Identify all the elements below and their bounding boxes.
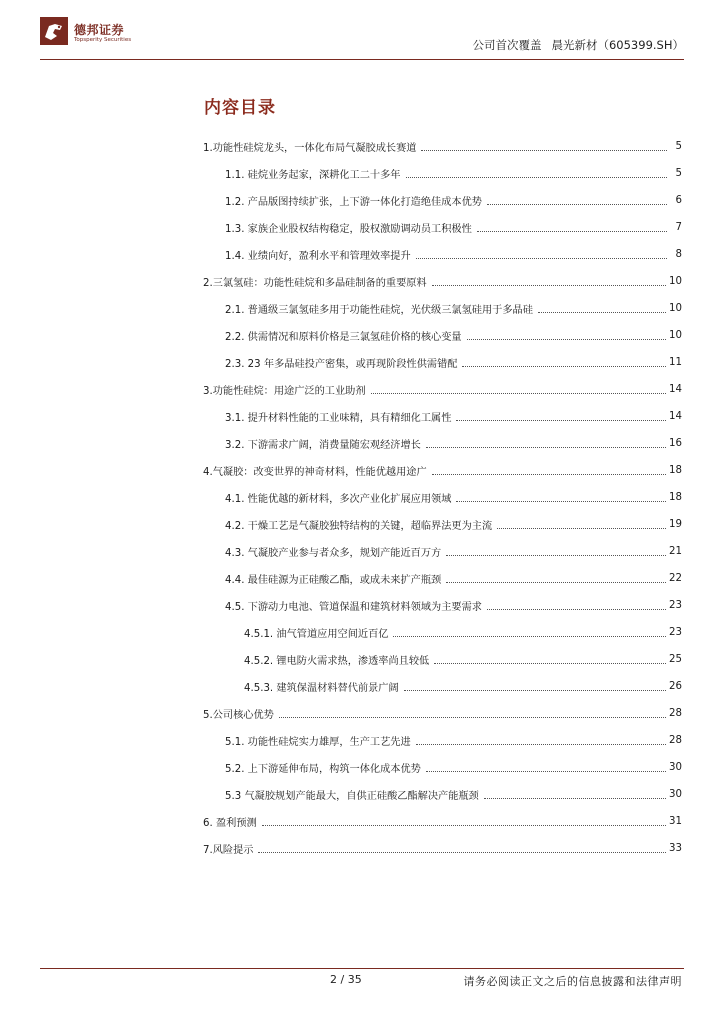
toc-entry-page: 25 — [669, 654, 682, 665]
toc-entry[interactable] — [203, 511, 682, 538]
toc-entry[interactable] — [203, 754, 682, 781]
dot-leader — [426, 770, 666, 772]
toc-entry[interactable] — [203, 295, 682, 322]
toc-entry[interactable] — [203, 133, 682, 160]
company-logo — [40, 17, 150, 47]
logo-name-en: Topsperity Securities — [74, 37, 132, 43]
table-of-contents — [203, 133, 682, 862]
dot-leader — [487, 608, 666, 610]
toc-entry-label: 1.1. 硅烷业务起家，深耕化工二十多年 — [225, 170, 401, 181]
dot-leader — [416, 257, 667, 259]
toc-entry[interactable] — [203, 727, 682, 754]
dot-leader — [406, 176, 668, 178]
toc-entry-page: 28 — [669, 708, 682, 719]
toc-entry-label: 1.功能性硅烷龙头，一体化布局气凝胶成长赛道 — [203, 143, 417, 154]
dot-leader — [446, 554, 666, 556]
toc-entry-label: 6. 盈利预测 — [203, 818, 257, 829]
report-type: 公司首次覆盖 — [472, 38, 542, 52]
toc-entry-page: 10 — [669, 330, 682, 341]
toc-entry[interactable] — [203, 214, 682, 241]
toc-entry-page: 18 — [669, 492, 682, 503]
toc-entry-page: 22 — [669, 573, 682, 584]
toc-entry-label: 3.2. 下游需求广阔，消费量随宏观经济增长 — [225, 440, 421, 451]
toc-entry-label: 1.4. 业绩向好，盈利水平和管理效率提升 — [225, 251, 411, 262]
dot-leader — [462, 365, 666, 367]
toc-entry-label: 5.1. 功能性硅烷实力雄厚，生产工艺先进 — [225, 737, 411, 748]
dot-leader — [258, 851, 666, 853]
toc-entry-page: 7 — [675, 222, 682, 233]
toc-entry[interactable] — [203, 619, 682, 646]
toc-entry[interactable] — [203, 835, 682, 862]
toc-entry-page: 30 — [669, 762, 682, 773]
dot-leader — [421, 149, 667, 151]
toc-entry[interactable] — [203, 484, 682, 511]
toc-entry-label: 5.2. 上下游延伸布局，构筑一体化成本优势 — [225, 764, 421, 775]
header-divider — [40, 59, 684, 60]
toc-entry-page: 8 — [675, 249, 682, 260]
toc-entry-page: 23 — [669, 627, 682, 638]
toc-entry-page: 14 — [669, 384, 682, 395]
toc-entry[interactable] — [203, 322, 682, 349]
toc-entry[interactable] — [203, 187, 682, 214]
toc-entry[interactable] — [203, 565, 682, 592]
toc-entry-page: 5 — [675, 141, 682, 152]
toc-entry[interactable] — [203, 700, 682, 727]
toc-entry-label: 4.4. 最佳硅源为正硅酸乙酯，或成未来扩产瓶颈 — [225, 575, 442, 586]
toc-entry[interactable] — [203, 538, 682, 565]
toc-entry-page: 5 — [675, 168, 682, 179]
toc-entry[interactable] — [203, 808, 682, 835]
toc-entry-page: 18 — [669, 465, 682, 476]
dot-leader — [538, 311, 666, 313]
toc-entry-page: 14 — [669, 411, 682, 422]
toc-entry-label: 3.1. 提升材料性能的工业味精，具有精细化工属性 — [225, 413, 452, 424]
toc-entry-page: 10 — [669, 276, 682, 287]
toc-entry-label: 2.1. 普通级三氯氢硅多用于功能性硅烷，光伏级三氯氢硅用于多晶硅 — [225, 305, 533, 316]
toc-entry[interactable] — [203, 241, 682, 268]
dot-leader — [456, 419, 666, 421]
toc-entry-page: 28 — [669, 735, 682, 746]
toc-entry[interactable] — [203, 781, 682, 808]
dot-leader — [487, 203, 667, 205]
dot-leader — [446, 581, 666, 583]
dot-leader — [432, 284, 666, 286]
toc-entry-page: 31 — [669, 816, 682, 827]
logo-name-cn: 德邦证券 — [74, 23, 125, 37]
toc-entry-page: 11 — [669, 357, 682, 368]
toc-entry-label: 5.3 气凝胶规划产能最大，自供正硅酸乙酯解决产能瓶颈 — [225, 791, 479, 802]
toc-entry-page: 30 — [669, 789, 682, 800]
toc-entry[interactable] — [203, 268, 682, 295]
company-name: 晨光新材（605399.SH） — [551, 38, 684, 52]
toc-entry-page: 23 — [669, 600, 682, 611]
toc-entry[interactable] — [203, 430, 682, 457]
toc-entry-label: 7.风险提示 — [203, 845, 254, 856]
toc-entry-page: 16 — [669, 438, 682, 449]
toc-entry-label: 1.2. 产品版图持续扩张，上下游一体化打造绝佳成本优势 — [225, 197, 482, 208]
dot-leader — [426, 446, 666, 448]
dot-leader — [404, 689, 666, 691]
dot-leader — [477, 230, 667, 232]
toc-entry-label: 2.3. 23 年多晶硅投产密集，或再现阶段性供需错配 — [225, 359, 458, 370]
toc-entry-label: 4.5.1. 油气管道应用空间近百亿 — [244, 629, 389, 640]
toc-entry-label: 2.2. 供需情况和原料价格是三氯氢硅价格的核心变量 — [225, 332, 462, 343]
toc-entry-page: 33 — [669, 843, 682, 854]
dot-leader — [434, 662, 666, 664]
logo-icon — [40, 17, 68, 45]
toc-entry[interactable] — [203, 457, 682, 484]
toc-entry-page: 6 — [675, 195, 682, 206]
toc-entry[interactable] — [203, 160, 682, 187]
toc-entry-label: 4.1. 性能优越的新材料，多次产业化扩展应用领域 — [225, 494, 452, 505]
dot-leader — [497, 527, 666, 529]
dot-leader — [456, 500, 666, 502]
toc-entry-label: 5.公司核心优势 — [203, 710, 274, 721]
toc-entry-label: 4.气凝胶：改变世界的神奇材料，性能优越用途广 — [203, 467, 427, 478]
toc-entry[interactable] — [203, 376, 682, 403]
dot-leader — [432, 473, 666, 475]
toc-entry[interactable] — [203, 673, 682, 700]
toc-entry[interactable] — [203, 403, 682, 430]
page-number: 2 / 35 — [330, 973, 362, 986]
toc-entry-page: 26 — [669, 681, 682, 692]
toc-entry[interactable] — [203, 646, 682, 673]
dot-leader — [371, 392, 667, 394]
footer-divider — [40, 968, 684, 969]
toc-entry-page: 10 — [669, 303, 682, 314]
disclaimer-note: 请务必阅读正文之后的信息披露和法律声明 — [463, 975, 682, 988]
toc-title: 内容目录 — [204, 98, 276, 118]
dot-leader — [279, 716, 666, 718]
toc-entry-label: 4.2. 干燥工艺是气凝胶独特结构的关键，超临界法更为主流 — [225, 521, 493, 532]
toc-entry-label: 1.3. 家族企业股权结构稳定，股权激励调动员工积极性 — [225, 224, 472, 235]
toc-entry-label: 4.5. 下游动力电池、管道保温和建筑材料领域为主要需求 — [225, 602, 482, 613]
dot-leader — [484, 797, 666, 799]
toc-entry[interactable] — [203, 349, 682, 376]
toc-entry[interactable] — [203, 592, 682, 619]
dot-leader — [416, 743, 666, 745]
toc-entry-label: 3.功能性硅烷：用途广泛的工业助剂 — [203, 386, 366, 397]
dot-leader — [467, 338, 666, 340]
toc-entry-label: 4.3. 气凝胶产业参与者众多，规划产能近百万方 — [225, 548, 442, 559]
toc-entry-page: 19 — [669, 519, 682, 530]
toc-entry-label: 2.三氯氢硅：功能性硅烷和多晶硅制备的重要原料 — [203, 278, 427, 289]
toc-entry-label: 4.5.2. 锂电防火需求热，渗透率尚且较低 — [244, 656, 430, 667]
toc-entry-label: 4.5.3. 建筑保温材料替代前景广阔 — [244, 683, 399, 694]
dot-leader — [393, 635, 666, 637]
dot-leader — [262, 824, 666, 826]
report-header — [472, 37, 684, 53]
toc-entry-page: 21 — [669, 546, 682, 557]
